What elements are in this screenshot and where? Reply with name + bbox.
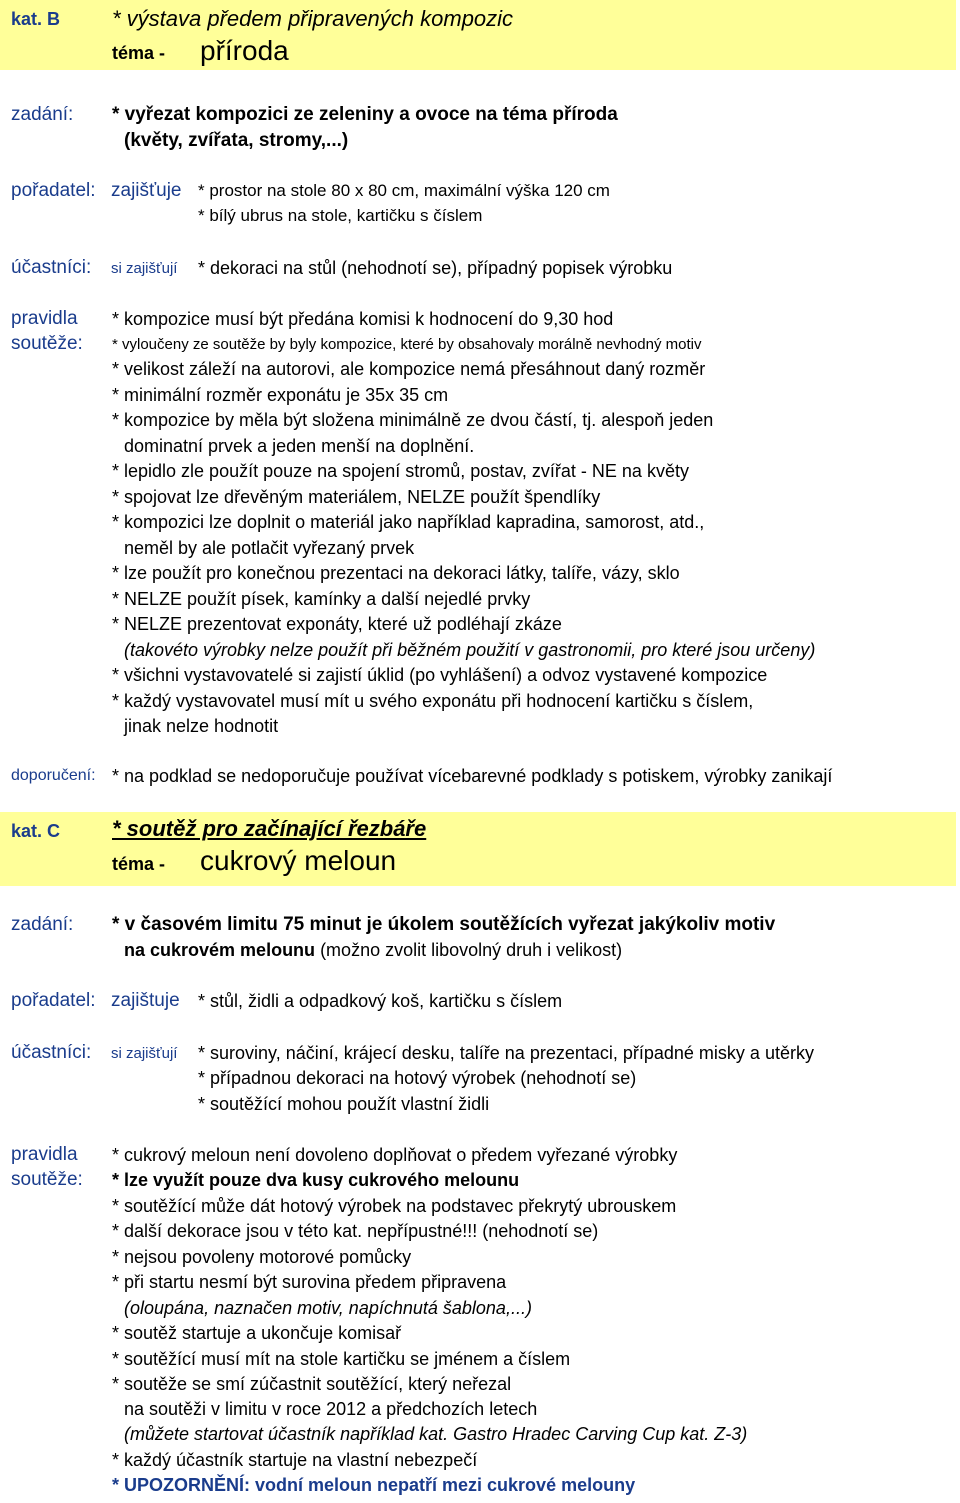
cat-b-rule: neměl by ale potlačit vyřezaný prvek — [124, 538, 415, 558]
cat-c-rule: na soutěži v limitu v roce 2012 a předchozích letech — [124, 1399, 538, 1419]
cat-c-rule: * soutěžící musí mít na stole kartičku se jménem a číslem — [112, 1349, 571, 1369]
cat-c-rule: (můžete startovat účastník například kat. Gastro Hradec Carving Cup kat. Z-3) — [124, 1424, 748, 1444]
cat-b-rule: jinak nelze hodnotit — [124, 716, 279, 736]
cat-c-poradatel-label: pořadatel: — [11, 990, 96, 1011]
cat-c-souteze-label: soutěže: — [11, 1169, 83, 1190]
cat-c-ucastnici-line: * suroviny, náčiní, krájecí desku, talíře na prezentaci, případné misky a utěrky — [198, 1043, 814, 1063]
cat-c-rule: * další dekorace jsou v této kat. nepřípustné!!! (nehodnotí se) — [112, 1221, 599, 1241]
cat-c-rule: * soutěž startuje a ukončuje komisař — [112, 1323, 402, 1343]
cat-c-rule: * nejsou povoleny motorové pomůcky — [112, 1247, 412, 1267]
cat-c-zadani-line: * v časovém limitu 75 minut je úkolem soutěžících vyřezat jakýkoliv motiv — [112, 914, 776, 935]
cat-b-rule: * velikost záleží na autorovi, ale kompozice nemá přesáhnout daný rozměr — [112, 359, 706, 379]
cat-b-poradatel-line: * prostor na stole 80 x 80 cm, maximální výška 120 cm — [198, 181, 610, 200]
cat-c-tema-label: téma - — [112, 854, 166, 874]
cat-b-rule: * minimální rozměr exponátu je 35x 35 cm — [112, 385, 449, 405]
cat-b-rule: * všichni vystavovatelé si zajistí úklid (po vyhlášení) a odvoz vystavené kompozice — [112, 665, 768, 685]
cat-c-zadani-label: zadání: — [11, 914, 74, 935]
cat-c-rule: * každý účastník startuje na vlastní nebezpečí — [112, 1450, 478, 1470]
cat-b-rule: * NELZE prezentovat exponáty, které už podléhají zkáze — [112, 614, 562, 634]
cat-b-zajistuje: zajišťuje — [111, 180, 182, 201]
cat-b-pravidla-label: pravidla — [11, 308, 78, 329]
cat-c-zadani-emph: na cukrovém melounu — [124, 940, 316, 960]
cat-c-zajistuje: zajištuje — [111, 990, 180, 1011]
cat-c-zadani-line — [124, 941, 622, 959]
cat-b-rule: * každý vystavovatel musí mít u svého exponátu při hodnocení kartičku s číslem, — [112, 691, 754, 711]
cat-b-zadani-line: * vyřezat kompozici ze zeleniny a ovoce na téma příroda — [112, 104, 618, 125]
cat-c-rule: * při startu nesmí být surovina předem připravena — [112, 1272, 507, 1292]
cat-b-doporuceni-text: * na podklad se nedoporučuje používat vícebarevné podklady s potiskem, výrobky zanikají — [112, 766, 833, 786]
cat-b-zadani-line: (květy, zvířata, stromy,...) — [124, 130, 349, 151]
cat-c-rule: * lze využít pouze dva kusy cukrového melounu — [112, 1170, 520, 1190]
cat-c-zadani-rest: (možno zvolit libovolný druh i velikost) — [315, 940, 623, 960]
cat-b-zadani-label: zadání: — [11, 104, 74, 125]
cat-c-tema-value: cukrový meloun — [200, 845, 397, 876]
cat-b-label: kat. B — [11, 9, 61, 29]
cat-b-rule: (takovéto výrobky nelze použít při běžném použití v gastronomii, pro které jsou určeny) — [124, 640, 816, 660]
cat-b-rule: * vyloučeny ze soutěže by byly kompozice, které by obsahovaly morálně nevhodný motiv — [112, 336, 702, 353]
cat-b-rule: * spojovat lze dřevěným materiálem, NELZE použít špendlíky — [112, 487, 601, 507]
cat-b-rule: * lepidlo zle použít pouze na spojení stromů, postav, zvířat - NE na květy — [112, 461, 689, 481]
cat-c-pravidla-label: pravidla — [11, 1144, 78, 1165]
cat-b-rule: * kompozici lze doplnit o materiál jako například kapradina, samorost, atd., — [112, 512, 705, 532]
cat-c-ucastnici-label: účastníci: — [11, 1042, 92, 1063]
cat-b-rule: dominatní prvek a jeden menší na doplnění. — [124, 436, 475, 456]
cat-c-title: * soutěž pro začínající řezbáře — [112, 816, 427, 841]
cat-b-si-zajistuji: si zajišťují — [111, 260, 178, 277]
cat-b-ucastnici-label: účastníci: — [11, 257, 92, 278]
cat-c-label: kat. C — [11, 821, 61, 841]
cat-c-ucastnici-line: * případnou dekoraci na hotový výrobek (nehodnotí se) — [198, 1068, 637, 1088]
cat-c-rule: * soutěže se smí zúčastnit soutěžící, který neřezal — [112, 1374, 512, 1394]
cat-b-rule: * lze použít pro konečnou prezentaci na dekoraci látky, talíře, vázy, sklo — [112, 563, 680, 583]
cat-c-warning: * UPOZORNĚNÍ: vodní meloun nepatří mezi cukrové melouny — [112, 1475, 636, 1495]
cat-b-rule: * kompozice by měla být složena minimálně ze dvou částí, tj. alespoň jeden — [112, 410, 714, 430]
cat-c-poradatel-text: * stůl, židli a odpadkový koš, kartičku s číslem — [198, 991, 563, 1011]
cat-b-souteze-label: soutěže: — [11, 333, 83, 354]
cat-b-title: * výstava předem připravených kompozic — [112, 6, 514, 31]
cat-b-doporuceni-label: doporučení: — [11, 767, 96, 784]
cat-b-tema-value: příroda — [200, 35, 289, 66]
cat-c-rule: * soutěžící může dát hotový výrobek na podstavec překrytý ubrouskem — [112, 1196, 677, 1216]
cat-c-rule: * cukrový meloun není dovoleno doplňovat o předem vyřezané výrobky — [112, 1145, 678, 1165]
cat-c-si-zajistuji: si zajišťují — [111, 1045, 178, 1062]
cat-c-ucastnici-line: * soutěžící mohou použít vlastní židli — [198, 1094, 490, 1114]
cat-b-poradatel-label: pořadatel: — [11, 180, 96, 201]
cat-b-rule: * kompozice musí být předána komisi k hodnocení do 9,30 hod — [112, 309, 614, 329]
cat-b-rule: * NELZE použít písek, kamínky a další nejedlé prvky — [112, 589, 531, 609]
cat-b-tema-label: téma - — [112, 43, 166, 63]
cat-b-ucastnici-text: * dekoraci na stůl (nehodnotí se), případný popisek výrobku — [198, 258, 673, 278]
cat-b-poradatel-line: * bílý ubrus na stole, kartičku s číslem — [198, 206, 483, 225]
cat-c-rule: (oloupána, naznačen motiv, napíchnutá šablona,...) — [124, 1298, 532, 1318]
